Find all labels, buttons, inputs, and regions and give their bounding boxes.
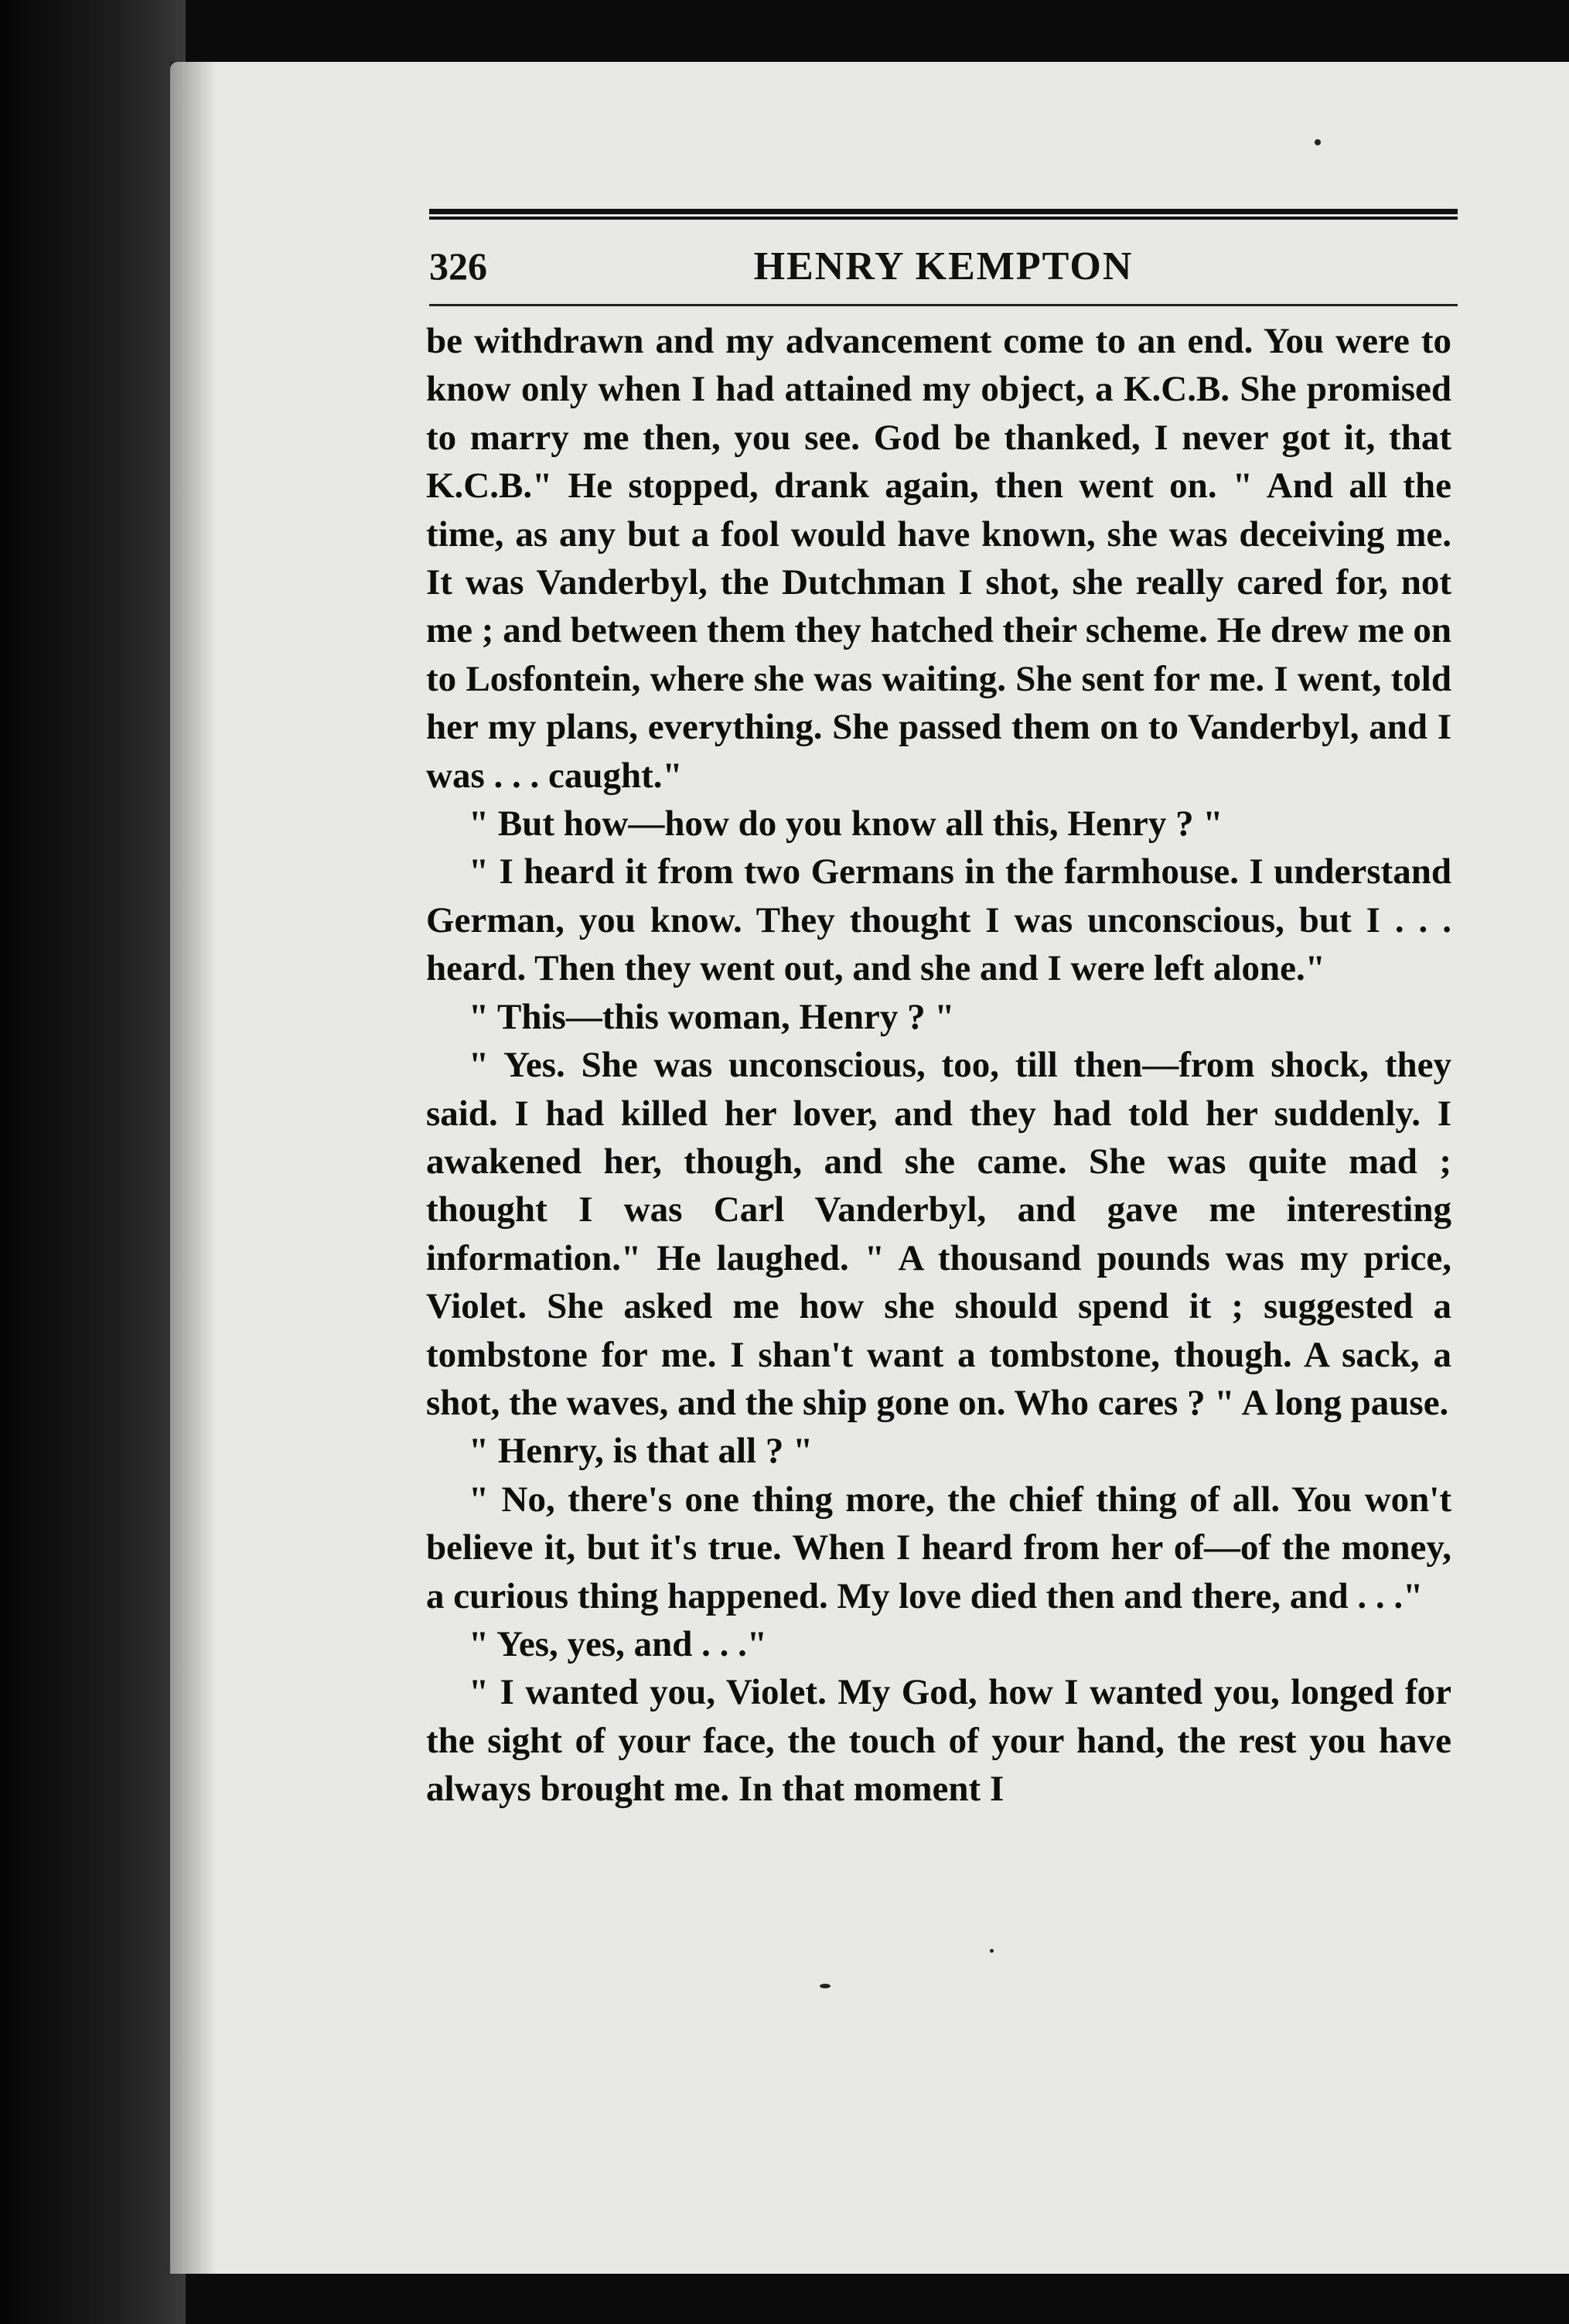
page-header [429,236,1458,298]
paragraph: " Yes. She was unconscious, too, till then—from shock, they said. I had killed her lover, and they had told her suddenly. I awakened her, though, and she came. She was quite mad ; thought I was Carl Vanderbyl, and gave me interesting information." He laughed. " A thousand pounds was my price, Violet. She asked me how she should spend it ; suggested a tombstone for me. I shan't want a tombstone, though. A sack, a shot, the waves, and the ship gone on. Who cares ? " A long pause. [426,1045,1451,1423]
running-head: HENRY KEMPTON [753,244,1134,288]
book-binding [0,0,186,2324]
scan-speck [820,1984,831,1988]
paragraph: be withdrawn and my advancement come to an end. You were to know only when I had attained my object, a K.C.B. She promised to marry me then, you see. God be thanked, I never got it, that K.C.B." He stopped, drank again, then went on. " And all the time, as any but a fool would have known, she was deceiving me. It was Vanderbyl, the Dutchman I shot, she really cared for, not me ; and between them they hatched their scheme. He drew me on to Losfontein, where she was waiting. She sent for me. I went, told her my plans, everything. She passed them on to Vanderbyl, and I was . . . caught." [426,321,1451,796]
paragraph: " I heard it from two Germans in the farmhouse. I understand German, you know. They thought I was unconscious, but I . . . heard. Then they went out, and she and I were left alone." [426,851,1451,989]
header-rule [429,304,1458,306]
scan-speck [990,1949,994,1953]
paragraph: " Henry, is that all ? " [469,1431,813,1472]
scan-speck [1315,139,1321,145]
page-number: 326 [429,244,487,288]
paragraph: " I wanted you, Violet. My God, how I wanted you, longed for the sight of your face, the touch of your hand, the rest you have always brought me. In that moment I [426,1672,1451,1810]
body-text [426,317,1451,1814]
paragraph: " Yes, yes, and . . ." [469,1623,768,1664]
paragraph: " But how—how do you know all this, Henry ? " [469,804,1223,845]
paragraph: " No, there's one thing more, the chief thing of all. You won't believe it, but it's true. When I heard from her of—of the money, a curious thing happened. My love died then and there, and . . ." [426,1479,1451,1616]
page-gutter-shadow [170,62,217,2274]
paragraph: " This—this woman, Henry ? " [469,996,955,1037]
top-double-rule [429,209,1458,220]
